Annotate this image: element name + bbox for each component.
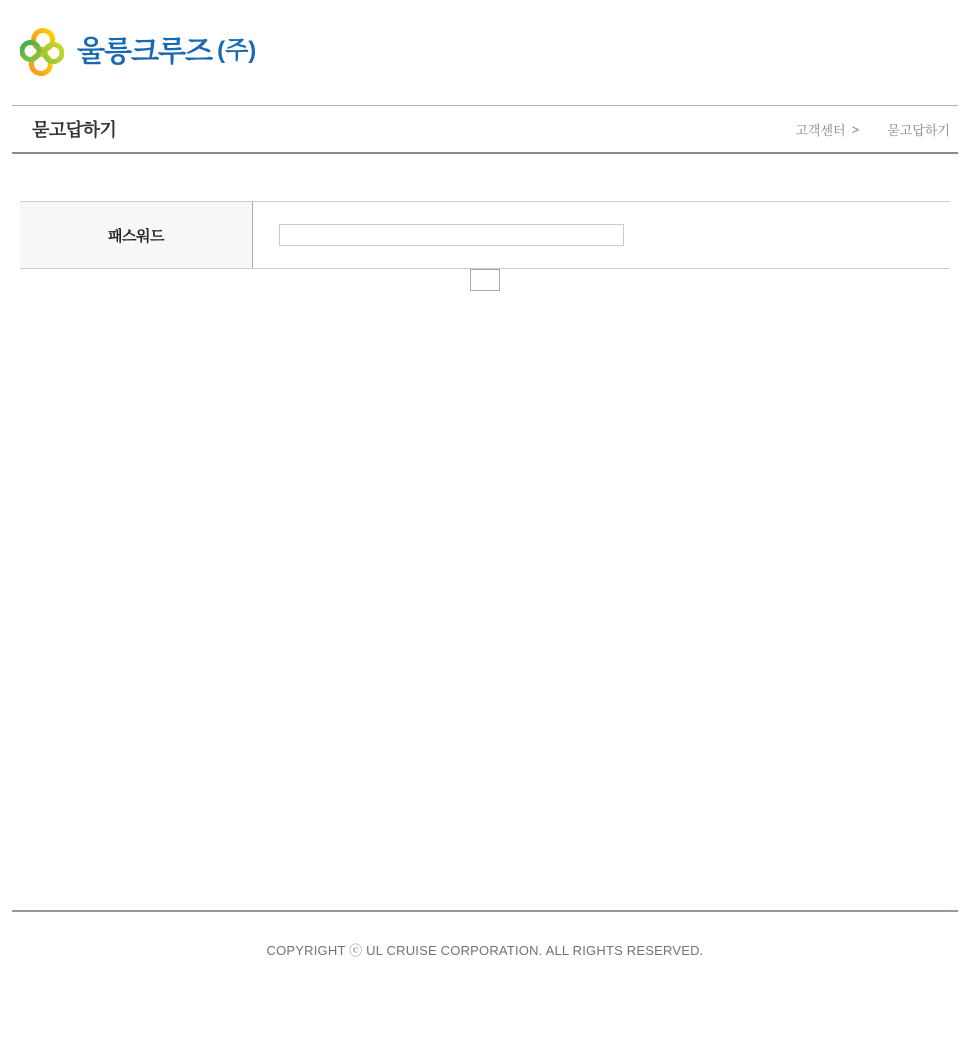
- pinwheel-flower-icon: [20, 27, 64, 77]
- title-bar: [12, 105, 958, 154]
- header: [0, 0, 970, 77]
- page-title: 묻고답하기: [32, 120, 117, 140]
- password-input[interactable]: [279, 224, 624, 246]
- copyright-text: COPYRIGHT ⓒ UL CRUISE CORPORATION. ALL RIGHTS RESERVED.: [266, 943, 704, 958]
- password-form-table: [20, 201, 950, 269]
- breadcrumb-current[interactable]: 묻고답하기: [887, 122, 950, 138]
- password-field-cell: [253, 202, 950, 268]
- footer-divider: [12, 910, 958, 912]
- confirm-button[interactable]: [470, 269, 500, 291]
- breadcrumb: [795, 120, 950, 139]
- confirm-row: [0, 269, 970, 291]
- breadcrumb-parent-link[interactable]: 고객센터: [795, 122, 846, 138]
- brand-suffix: (주): [217, 37, 257, 64]
- password-label: 패스워드: [20, 202, 253, 268]
- brand-name: 울릉크루즈: [77, 35, 213, 68]
- logo-link[interactable]: [20, 27, 256, 77]
- breadcrumb-separator: >: [851, 121, 860, 137]
